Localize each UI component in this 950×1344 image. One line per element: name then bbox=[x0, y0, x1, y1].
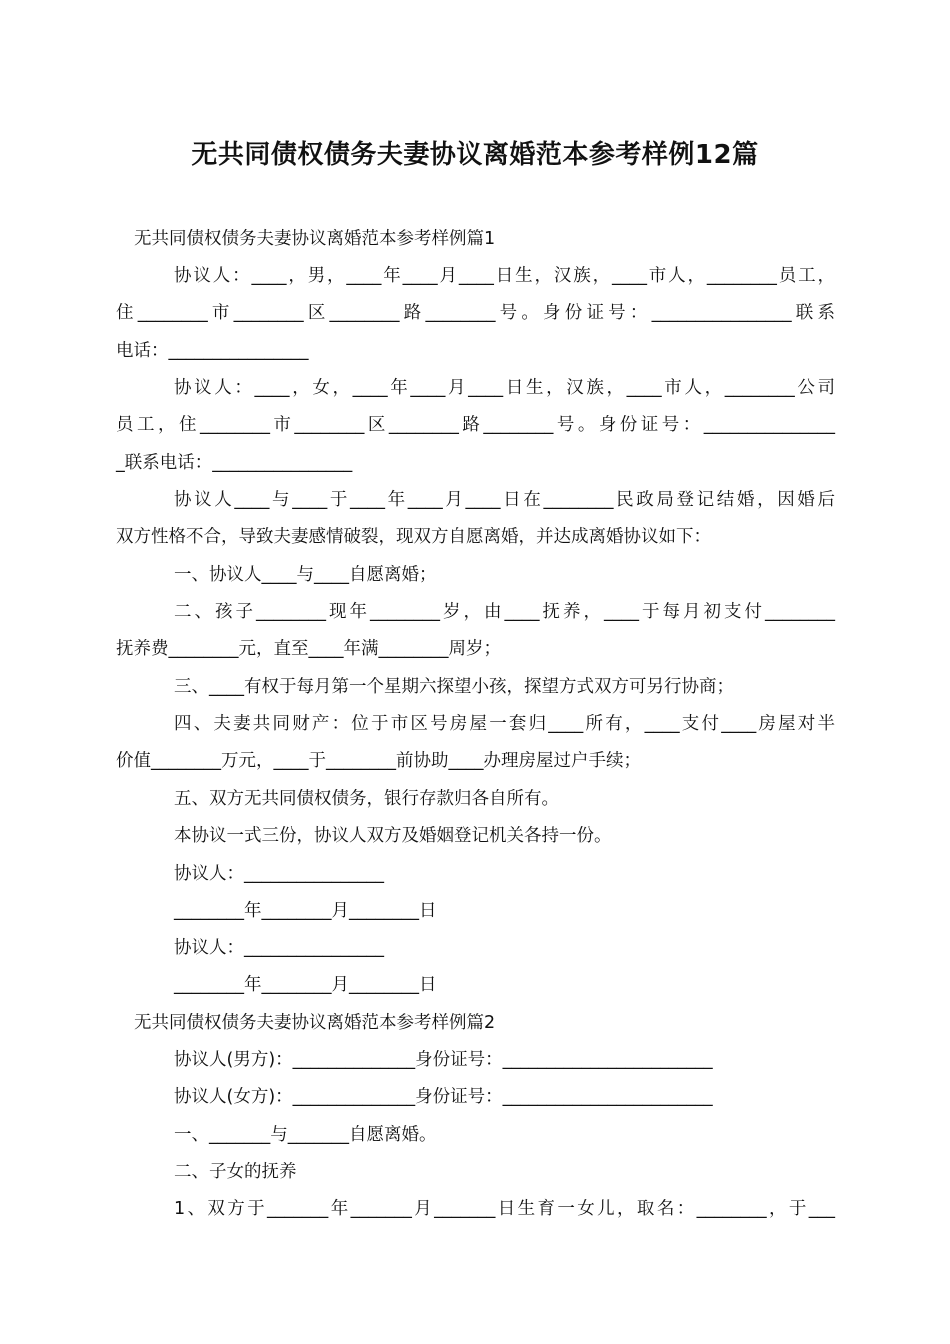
signature-party-2: 协议人：________________ bbox=[174, 938, 384, 958]
party-1-line-2: 住________市________区________路________号。身份证号：________________联系 bbox=[116, 303, 835, 323]
party-2-line-3: _联系电话：________________ bbox=[116, 453, 353, 473]
clause-2-line-2: 抚养费________元，直至____年满________周岁； bbox=[116, 639, 501, 659]
clause-5: 五、双方无共同债权债务，银行存款归各自所有。 bbox=[174, 789, 559, 809]
clause-3: 三、____有权于每月第一个星期六探望小孩，探望方式双方可另行协商； bbox=[174, 677, 734, 697]
intro-line-1: 协议人____与____于____年____月____日在________民政局登记结婚，因婚后 bbox=[174, 490, 835, 510]
clause-4-line-2: 价值________万元，____于________前协助____办理房屋过户手续； bbox=[116, 751, 641, 771]
party-2-line-1: 协议人：____，女，____年____月____日生，汉族，____市人，________公司 bbox=[174, 378, 835, 398]
document-title: 无共同债权债务夫妻协议离婚范本参考样例12篇 bbox=[191, 140, 759, 170]
signature-date-1: ________年________月________日 bbox=[174, 901, 437, 921]
party-female-line: 协议人(女方)：______________身份证号：________________________ bbox=[174, 1087, 713, 1107]
clause-2-1: 一、_______与_______自愿离婚。 bbox=[174, 1125, 437, 1145]
clause-4-line-1: 四、夫妻共同财产：位于市区号房屋一套归____所有，____支付____房屋对半 bbox=[174, 714, 835, 734]
signature-party-1: 协议人：________________ bbox=[174, 864, 384, 884]
party-1-line-3: 电话：________________ bbox=[116, 341, 309, 361]
clause-2-line-1: 二、孩子________现年________岁，由____抚养，____于每月初支付________ bbox=[174, 602, 835, 622]
party-1-line-1: 协议人：____，男，____年____月____日生，汉族，____市人，________员工， bbox=[174, 266, 835, 286]
section-heading-1: 无共同债权债务夫妻协议离婚范本参考样例篇1 bbox=[134, 229, 496, 249]
party-male-line: 协议人(男方)：______________身份证号：________________________ bbox=[174, 1050, 713, 1070]
section-heading-2: 无共同债权债务夫妻协议离婚范本参考样例篇2 bbox=[134, 1013, 496, 1033]
clause-1: 一、协议人____与____自愿离婚； bbox=[174, 565, 437, 585]
party-2-line-2: 员工，住________市________区________路________号。身份证号：_______________ bbox=[116, 415, 835, 435]
intro-line-2: 双方性格不合，导致夫妻感情破裂，现双方自愿离婚，并达成离婚协议如下： bbox=[116, 527, 711, 547]
clause-2-2-heading: 二、子女的抚养 bbox=[174, 1162, 297, 1182]
clause-2-2-item-1: 1、双方于_______年_______月_______日生育一女儿，取名：________，于___ bbox=[174, 1199, 835, 1219]
signature-date-2: ________年________月________日 bbox=[174, 975, 437, 995]
copies-note: 本协议一式三份，协议人双方及婚姻登记机关各持一份。 bbox=[174, 826, 612, 846]
